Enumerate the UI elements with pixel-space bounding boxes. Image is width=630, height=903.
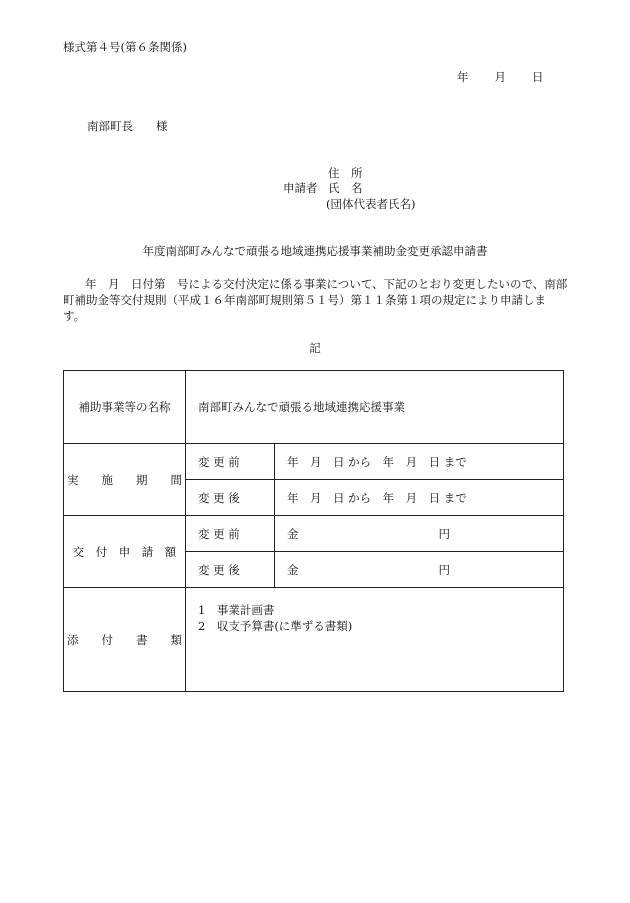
amount-label: 交 付 申 請 額: [64, 516, 186, 588]
date-line: [457, 72, 544, 84]
date-month: 月: [494, 70, 506, 84]
amount-after-prefix: 金: [287, 562, 299, 577]
period-after-label: 変 更 後: [186, 480, 275, 516]
attachments-list: [186, 588, 564, 692]
body-text: 年 月 日付第 号による交付決定に係る事業について、下記のとおり変更したいので、南部町補助金等交付規則（平成１６年南部町規則第５１号）第１１条第１項の規定により申請します。: [63, 277, 568, 323]
applicant-label: 申請者: [283, 181, 318, 195]
project-name-row: [64, 371, 564, 444]
address-label: 住 所: [328, 166, 363, 180]
date-year: 年: [457, 70, 469, 84]
document-title: 年度南部町みんなで頑張る地域連携応援事業補助金変更承認申請書: [142, 244, 488, 258]
amount-after-suffix: 円: [438, 562, 450, 577]
amount-before-suffix: 円: [438, 526, 450, 541]
period-before-row: [64, 444, 564, 480]
form-number: 様式第４号(第６条関係): [63, 40, 187, 54]
applicant-block: [283, 168, 483, 218]
date-day: 日: [532, 70, 544, 84]
addressee: 南部町長 様: [87, 119, 168, 133]
name-label: 氏 名: [328, 181, 363, 195]
period-before-value: 年 月 日 から 年 月 日 まで: [275, 444, 564, 480]
period-before-label: 変 更 前: [186, 444, 275, 480]
amount-before-prefix: 金: [287, 526, 299, 541]
representative-note: (団体代表者氏名): [326, 197, 416, 211]
attachments-label: 添 付 書 類: [64, 588, 186, 692]
project-name-label: 補助事業等の名称: [64, 371, 186, 444]
attachment-item: 2 収支予算書(に準ずる書類): [198, 619, 353, 633]
application-table: [63, 370, 564, 692]
amount-after-label: 変 更 後: [186, 552, 275, 588]
attachment-item: 1 事業計画書: [198, 603, 275, 617]
amount-before-row: [64, 516, 564, 552]
period-label: 実 施 期 間: [64, 444, 186, 516]
project-name-value: 南部町みんなで頑張る地域連携応援事業: [186, 371, 564, 444]
amount-after-value: [275, 552, 564, 588]
attachments-row: [64, 588, 564, 692]
amount-before-label: 変 更 前: [186, 516, 275, 552]
amount-before-value: [275, 516, 564, 552]
ki-heading: 記: [309, 341, 321, 355]
period-after-value: 年 月 日 から 年 月 日 まで: [275, 480, 564, 516]
